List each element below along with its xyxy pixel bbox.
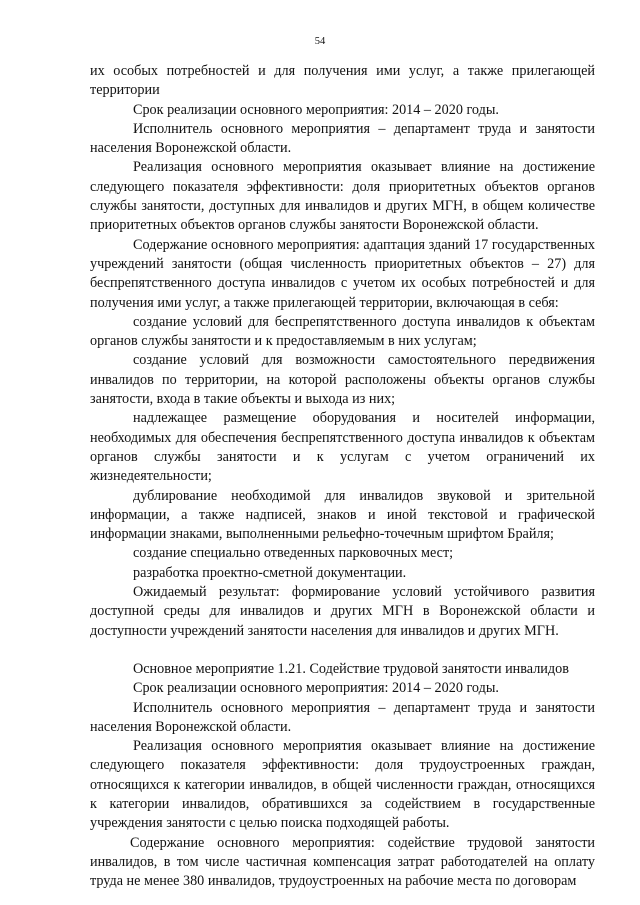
- paragraph: Исполнитель основного мероприятия – департамент труда и занятости населения Воронежской области.: [90, 120, 595, 157]
- paragraph: Реализация основного мероприятия оказывает влияние на достижение следующего показателя эффективности: доля приоритетных объектов органов службы занятости, доступных для инвалидов и других МГН, в общем количестве приоритетных объектов органов службы занятости Воронежской области.: [90, 159, 595, 234]
- list-item: создание условий для беспрепятственного доступа инвалидов к объектам органов службы занятости и к предоставляемым в них услугам;: [90, 313, 595, 350]
- paragraph: Срок реализации основного мероприятия: 2014 – 2020 годы.: [133, 101, 499, 118]
- paragraph: Реализация основного мероприятия оказывает влияние на достижение следующего показателя эффективности: доля трудоустроенных граждан, относящихся к категории инвалидов, в общей численности граждан, относящихся к категории инвалидов, обратившихся за содействием в государственные учреждения занятости с целью поиска подходящей работы.: [90, 738, 595, 832]
- page-number: 54: [314, 36, 326, 47]
- list-item: разработка проектно-сметной документации.: [133, 564, 407, 581]
- paragraph: Содержание основного мероприятия: содействие трудовой занятости инвалидов, в том числе частичная компенсация затрат работодателей на оплату труда не менее 380 инвалидов, трудоустроенных на рабочие места по договорам: [90, 834, 595, 890]
- paragraph: их особых потребностей и для получения ими услуг, а также прилегающей территории: [90, 63, 595, 99]
- list-item: надлежащее размещение оборудования и носителей информации, необходимых для обеспечения беспрепятственного доступа инвалидов к объектам органов службы занятости и к услугам с учетом ограничений их жизнедеятельности;: [90, 410, 595, 485]
- document-body: [90, 62, 595, 891]
- list-item: создание условий для возможности самостоятельного передвижения инвалидов по территории, на которой расположены объекты органов службы занятости, входа в такие объекты и выхода из них;: [90, 352, 595, 408]
- paragraph: Содержание основного мероприятия: адаптация зданий 17 государственных учреждений занятости (общая численность приоритетных объектов – 27) для беспрепятственного доступа инвалидов с учетом их особых потребностей и для получения ими услуг, а также прилегающей территории, включающая в себя:: [90, 236, 595, 311]
- paragraph: Исполнитель основного мероприятия – департамент труда и занятости населения Воронежской области.: [90, 699, 595, 735]
- paragraph: Срок реализации основного мероприятия: 2014 – 2020 годы.: [133, 680, 499, 697]
- section-heading: Основное мероприятие 1.21. Содействие трудовой занятости инвалидов: [133, 660, 569, 677]
- list-item: дублирование необходимой для инвалидов звуковой и зрительной информации, а также надписей, знаков и иной текстовой и графической информации знаками, выполненными рельефно-точечным шрифтом Брайля;: [90, 487, 595, 543]
- list-item: создание специально отведенных парковочных мест;: [133, 545, 454, 562]
- paragraph: Ожидаемый результат: формирование условий устойчивого развития доступной среды для инвалидов и других МГН в Воронежской области и доступности учреждений занятости населения для инвалидов и других МГН.: [90, 584, 595, 639]
